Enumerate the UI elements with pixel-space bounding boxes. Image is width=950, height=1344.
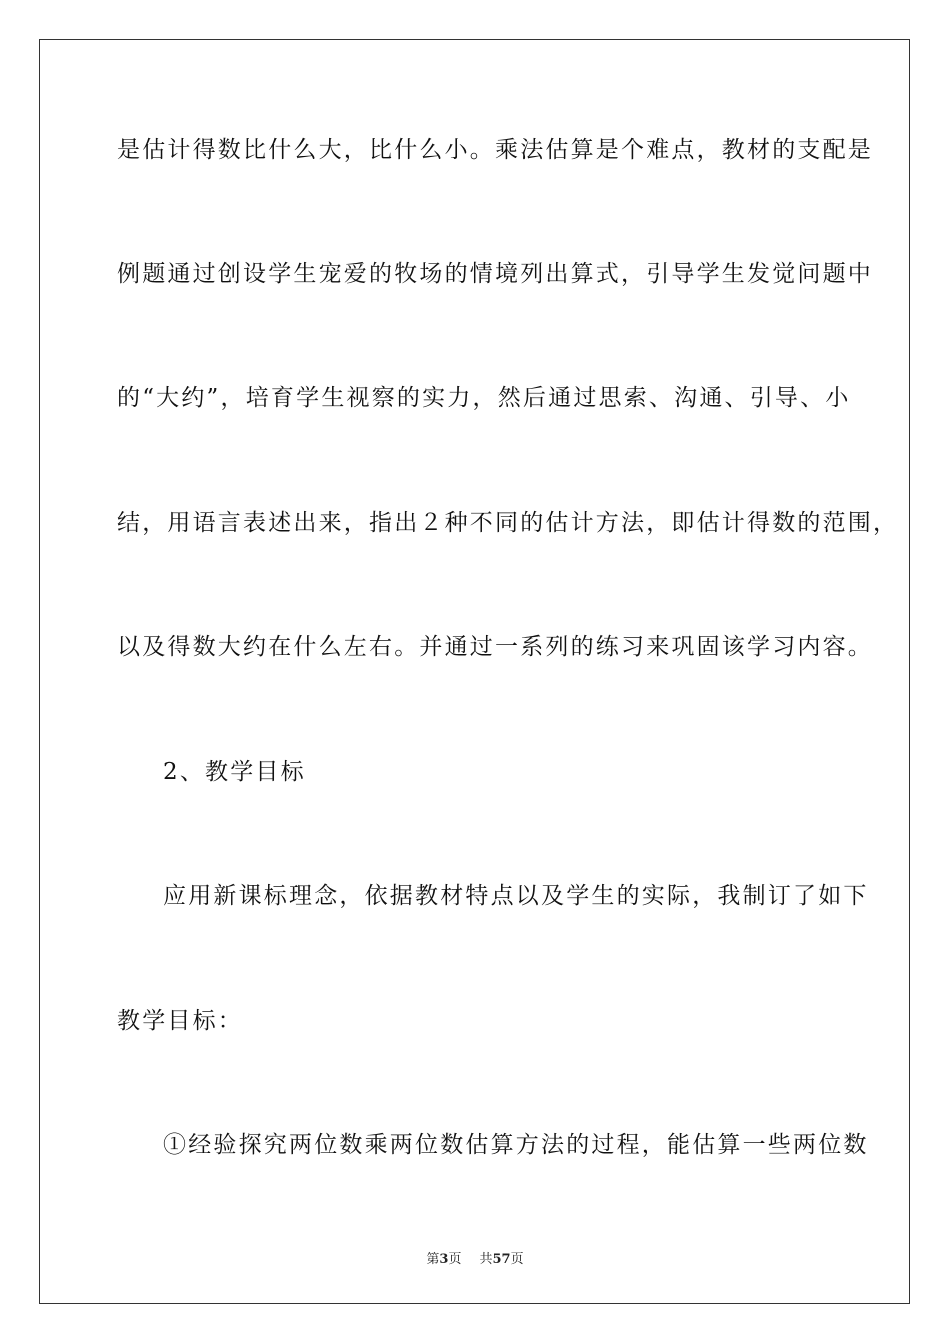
body-text-line-3: 的“大约”，培育学生视察的实力，然后通过思索、沟通、引导、小 — [117, 385, 851, 411]
page-prefix: 第 — [426, 1252, 440, 1267]
section-heading: 2、教学目标 — [163, 759, 306, 785]
body-text-line-8: 教学目标： — [117, 1008, 243, 1034]
page-suffix: 页 — [448, 1252, 462, 1267]
page-number: 3 — [439, 1252, 449, 1267]
body-text-line-5: 以及得数大约在什么左右。并通过一系列的练习来巩固该学习内容。 — [117, 634, 873, 660]
page-border — [39, 39, 910, 1304]
page-footer — [0, 1248, 950, 1267]
body-text-line-1: 是估计得数比什么大，比什么小。乘法估算是个难点，教材的支配是 — [117, 137, 873, 163]
body-text-line-2: 例题通过创设学生宠爱的牧场的情境列出算式，引导学生发觉问题中 — [117, 261, 873, 287]
body-text-line-7: 应用新课标理念，依据教材特点以及学生的实际，我制订了如下 — [163, 883, 869, 909]
total-prefix: 共 — [479, 1252, 493, 1267]
total-suffix: 页 — [510, 1252, 524, 1267]
page-total: 57 — [492, 1252, 511, 1267]
body-text-line-4: 结，用语言表述出来，指出２种不同的估计方法，即估计得数的范围， — [117, 510, 899, 536]
body-text-line-9: ①经验探究两位数乘两位数估算方法的过程，能估算一些两位数 — [163, 1132, 869, 1158]
